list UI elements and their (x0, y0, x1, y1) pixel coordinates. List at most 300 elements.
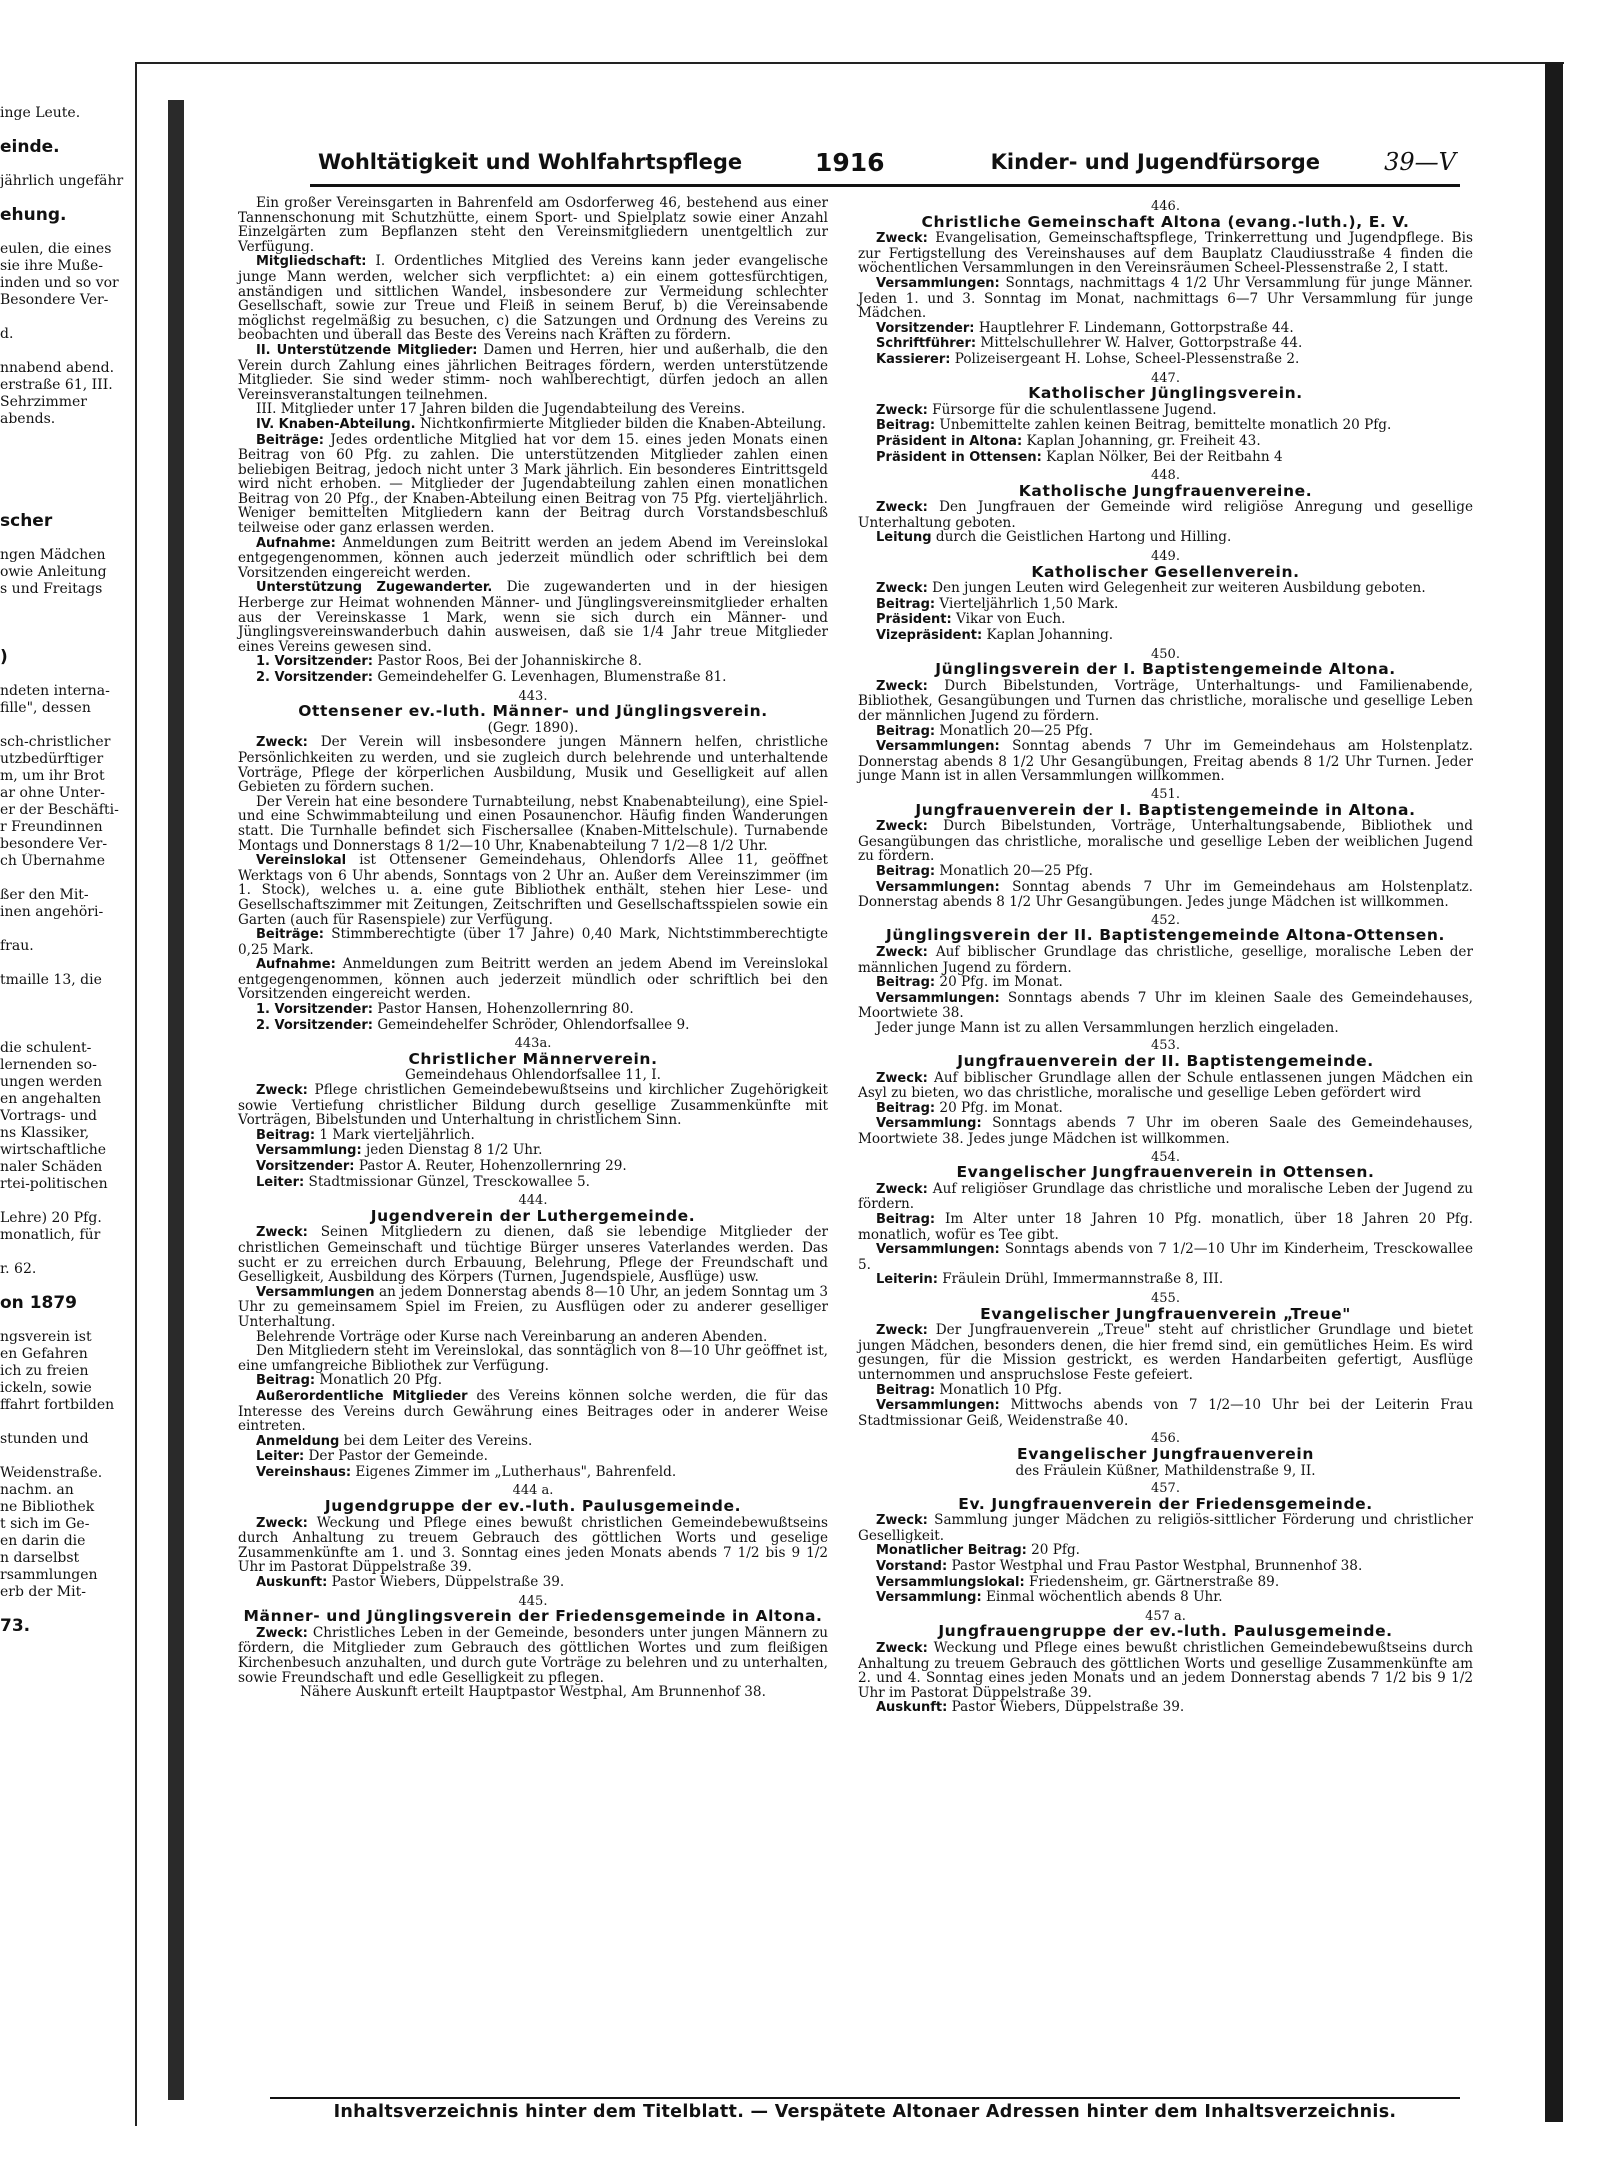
sliver-line: einde. (0, 139, 60, 156)
sliver-line: Besondere Ver- (0, 292, 109, 308)
entry-number: 455. (1151, 1290, 1180, 1306)
sliver-line: owie Anleitung (0, 564, 107, 580)
sliver-line: stunden und (0, 1431, 89, 1447)
field-label: Beitrag: (256, 1127, 316, 1143)
entry-paragraph (238, 1449, 828, 1465)
header-subsection-title: Kinder- und Jugendfürsorge (990, 150, 1320, 174)
field-label: Beiträge: (256, 927, 324, 943)
sliver-line: rtei-politischen (0, 1176, 108, 1192)
sliver-line: Weidenstraße. (0, 1465, 103, 1481)
paragraph-text: Mittwochs abends von 7 1/2—10 Uhr bei der Leiterin Frau Stadtmissionar Geiß, Weidenstraße 40. (858, 1397, 1474, 1429)
entry-paragraph (238, 580, 828, 654)
sliver-line (0, 870, 150, 887)
paragraph-text: Der Pastor der Gemeinde. (308, 1448, 488, 1465)
paragraph-text: Weckung und Pflege eines bewußt christlichen Gemeindebewußtseins durch Anhaltung zu treuem Gebrauch des göttlichen Worts und geselige Zusammenkünfte am 1. und 3. Sonntag eines jeden Monats abends 7 1/2 bis 9 1/2 Uhr im Pastorat Düppelstraße 39. (238, 1514, 828, 1576)
entry-number: 443a. (514, 1036, 552, 1052)
paragraph-text: 20 Pfg. (1031, 1542, 1080, 1559)
field-label: Monatlicher Beitrag: (876, 1543, 1027, 1559)
entry-paragraph (858, 612, 1473, 628)
sliver-line: inge Leute. (0, 105, 81, 121)
field-label: Versammlung: (256, 1143, 362, 1159)
entry-number: 450. (1151, 646, 1180, 662)
paragraph-text: bei dem Leiter des Vereins. (343, 1432, 533, 1449)
field-label: Zweck: (256, 1083, 308, 1099)
entry-number: 446. (1151, 199, 1180, 214)
sliver-line: ich zu freien (0, 1363, 89, 1379)
field-label: Versammlungen: (876, 879, 1000, 895)
entry-paragraph (858, 500, 1473, 530)
paragraph-text: Eigenes Zimmer im „Lutherhaus", Bahrenfeld. (355, 1463, 677, 1480)
paragraph-text: Vikar von Euch. (956, 611, 1066, 628)
sliver-line (0, 190, 150, 207)
sliver-line: en Gefahren (0, 1346, 88, 1362)
field-label: Aufnahme: (256, 535, 336, 551)
field-label: Kassierer: (876, 351, 951, 367)
paragraph-text: Der Verein hat eine besondere Turnabteilung, nebst Knabenabteilung), eine Spiel- und eine Schwimmabteilung und einen Posaunenchor. Häufig finden Wanderungen statt. Die Turnhalle befindet sich Fischersallee (Knaben-Mittelschule). Turnabende Montags und Donnerstags 8 1/2—10 Uhr, Knabenabteilung 7 1/2—8 1/2 Uhr. (238, 793, 828, 854)
sliver-line (0, 989, 150, 1006)
sliver-line (0, 530, 150, 547)
entry-paragraph (858, 231, 1473, 276)
sliver-line: ßer den Mit- (0, 887, 89, 903)
field-label: Versammlungen: (876, 1398, 1000, 1414)
page-header (310, 148, 1460, 187)
field-label: Versammlungen: (876, 275, 1000, 291)
field-label: Mitgliedschaft: (256, 254, 367, 270)
sliver-line: tmaille 13, die (0, 972, 102, 988)
entry-paragraph (238, 402, 828, 417)
paragraph-text: durch die Geistlichen Hartong und Hilling. (935, 529, 1232, 546)
paragraph-text: Polizeisergeant H. Lohse, Scheel-Plessenstraße 2. (954, 350, 1300, 367)
sliver-line (0, 462, 150, 479)
sliver-line: en darin die (0, 1533, 86, 1549)
entry-paragraph (238, 1143, 828, 1159)
field-label: Zweck: (876, 678, 928, 694)
paragraph-text: 20 Pfg. im Monat. (939, 974, 1063, 991)
entry-title: Jugendgruppe der ev.-luth. Paulusgemeinde. (324, 1497, 742, 1516)
entry-paragraph (238, 1389, 828, 1434)
sliver-line: ndeten interna- (0, 683, 110, 699)
entry-paragraph (858, 1242, 1473, 1272)
field-label: Beitrag: (876, 418, 936, 434)
paragraph-text: 1 Mark vierteljährlich. (319, 1126, 475, 1143)
sliver-line (0, 428, 150, 445)
field-label: Außerordentliche Mitglieder (256, 1388, 468, 1404)
paragraph-text: I. Ordentliches Mitglied des Vereins kann jeder evangelische junge Mann werden, welcher sich verpflichtet: a) ein einem gottesfürchtigen, anständigen und sittlichen Wandel, insbesondere zur Vermeidung schlechter Gesellschaft, sowie zur Treue und Fleiß in seinem Beruf, b) die Vereinsabende möglichst regelmäßig zu besuchen, c) die Satzungen und Ordnung des Vereins zu beobachten und überall das Beste des Vereins nach Kräften zu fördern. (238, 253, 829, 344)
binding-gutter (168, 100, 184, 2100)
paragraph-text: Nichtkonfirmierte Mitglieder bilden die Knaben-Abteilung. (419, 415, 827, 432)
paragraph-text: Sonntags abends 7 Uhr im kleinen Saale des Gemeindehauses, Moortwiete 38. (858, 989, 1473, 1022)
entry-paragraph (858, 975, 1473, 991)
sliver-line: scher (0, 513, 53, 530)
right-column (858, 196, 1473, 1716)
field-label: 1. Vorsitzender: (256, 654, 373, 670)
entry-paragraph (858, 1398, 1473, 1428)
paragraph-text: Den Mitgliedern steht im Vereinslokal, das sonntäglich von 8—10 Uhr geöffnet ist, eine umfangreiche Bibliothek zur Verfügung. (238, 1343, 828, 1374)
sliver-line: wirtschaftliche (0, 1142, 107, 1158)
sliver-line: Vortrags- und (0, 1108, 97, 1124)
field-label: Zweck: (876, 944, 928, 960)
entry-title: Katholische Jungfrauenvereine. (1018, 481, 1313, 500)
page-footer: Inhaltsverzeichnis hinter dem Titelblatt. — Verspätete Altonaer Adressen hinter dem Inhaltsverzeichnis. (270, 2097, 1460, 2122)
entry-paragraph (238, 957, 828, 1002)
paragraph-text: Im Alter unter 18 Jahren 10 Pfg. monatlich, über 18 Jahren 20 Pfg. monatlich, wofür es Tee gibt. (858, 1211, 1473, 1243)
paragraph-text: Mittelschullehrer W. Halver, Gottorpstraße 44. (980, 335, 1303, 352)
sliver-line: naler Schäden (0, 1159, 103, 1175)
entry-paragraph (238, 1175, 828, 1191)
field-label: Anmeldung (256, 1433, 340, 1449)
entry-paragraph (858, 450, 1473, 466)
sliver-line (0, 1244, 150, 1261)
sliver-line: monatlich, für (0, 1227, 101, 1243)
entry-subtitle: Nähere Auskunft erteilt Hauptpastor Westphal, Am Brunnenhof 38. (300, 1684, 766, 1701)
paragraph-text: Anmeldungen zum Beitritt werden an jedem Abend im Vereinslokal entgegengenommen, können auch jederzeit mündlich oder schriftlich bei den Vorsitzenden eingereicht werden. (238, 956, 828, 1003)
paragraph-text: Monatlich 20 Pfg. (319, 1372, 443, 1389)
entry-subtitle: des Fräulein Küßner, Mathildenstraße 9, II. (1015, 1462, 1316, 1479)
entry-paragraph (238, 433, 828, 536)
sliver-line: m, um ihr Brot (0, 768, 105, 784)
sliver-line (0, 1414, 150, 1431)
entry-paragraph (858, 352, 1473, 368)
entry-title: Jungfrauenverein der I. Baptistengemeinde in Altona. (915, 800, 1416, 819)
entry-paragraph (238, 853, 828, 927)
field-label: Auskunft: (876, 1700, 948, 1716)
paragraph-text: Kaplan Johanning, gr. Freiheit 43. (1026, 432, 1261, 449)
paragraph-text: Durch Bibelstunden, Vorträge, Unterhaltungs- und Familienabende, Bibliothek, Gesangübungen und Turnen das christliche, moralische und gesellige Leben der männlichen Jugend zu fördern. (858, 677, 1473, 724)
sliver-line (0, 309, 150, 326)
paragraph-text: Auf religiöser Grundlage das christliche und moralische Leben der Jugend zu fördern. (858, 1180, 1474, 1213)
entry-paragraph (238, 735, 828, 794)
paragraph-text: Sonntags, nachmittags 4 1/2 Uhr Versammlung für junge Männer. Jeden 1. und 3. Sonntag im Monat, nachmittags 6—7 Uhr Versammlung für junge Mädchen. (858, 274, 1473, 322)
field-label: Zweck: (876, 402, 928, 418)
sliver-line: erstraße 61, III. (0, 377, 113, 393)
entry-title: Jünglingsverein der II. Baptistengemeinde Altona-Ottensen. (885, 926, 1446, 945)
paragraph-text: Pastor A. Reuter, Hohenzollernring 29. (358, 1158, 627, 1174)
field-label: IV. Knaben-Abteilung. (256, 416, 416, 432)
entry-paragraph (238, 927, 828, 957)
sliver-line: frau. (0, 938, 34, 954)
entry-paragraph (858, 1383, 1473, 1399)
sliver-line (0, 955, 150, 972)
entry-paragraph (238, 1626, 828, 1685)
field-label: Zweck: (256, 1515, 308, 1531)
sliver-line (0, 1278, 150, 1295)
field-label: 2. Vorsitzender: (256, 670, 373, 685)
sliver-line: fille", dessen (0, 700, 91, 716)
sliver-line: die schulent- (0, 1040, 92, 1056)
sliver-line: erb der Mit- (0, 1584, 86, 1600)
field-label: Präsident in Ottensen: (876, 449, 1042, 465)
sliver-line: ns Klassiker, (0, 1125, 90, 1141)
paragraph-text: jeden Dienstag 8 1/2 Uhr. (365, 1142, 543, 1159)
field-label: Beitrag: (876, 1212, 936, 1227)
field-label: Zweck: (876, 1641, 928, 1657)
entry-paragraph (238, 1285, 828, 1330)
paragraph-text: Sonntag abends 7 Uhr im Gemeindehaus am Holstenplatz. Donnerstag abends 8 1/2 Uhr Gesangübungen, Freitag abends 8 1/2 Uhr Turnen. Jeder junge Mann ist in allen Versammlungen willkommen. (858, 738, 1473, 785)
left-column (238, 196, 828, 1700)
entry-paragraph (238, 795, 828, 853)
field-label: Zweck: (256, 1625, 308, 1641)
entry-paragraph (238, 1373, 828, 1389)
entry-title: Evangelischer Jungfrauenverein (1017, 1444, 1314, 1463)
entry-paragraph (858, 276, 1473, 321)
entry-paragraph (858, 530, 1473, 546)
sliver-line (0, 479, 150, 496)
entry-paragraph (858, 1182, 1473, 1212)
entry-paragraph (858, 1272, 1473, 1288)
entry-number: 444. (518, 1193, 548, 1209)
entry-paragraph (858, 1700, 1473, 1716)
field-label: Vereinshaus: (256, 1464, 352, 1480)
entry-number: 449. (1151, 549, 1180, 565)
entry-paragraph (858, 1641, 1473, 1700)
sliver-line: ar ohne Unter- (0, 785, 105, 801)
sliver-line (0, 632, 150, 649)
sliver-line: ) (0, 649, 8, 666)
sliver-line (0, 1601, 150, 1618)
field-label: Versammlungen: (876, 990, 1000, 1006)
paragraph-text: Kaplan Johanning. (986, 627, 1114, 644)
entry-paragraph (238, 1344, 828, 1373)
paragraph-text: Kaplan Nölker, Bei der Reitbahn 4 (1046, 448, 1283, 465)
entry-paragraph (238, 254, 828, 343)
entry-title: Christlicher Männerverein. (408, 1049, 658, 1068)
field-label: 1. Vorsitzender: (256, 1002, 373, 1018)
entry-paragraph (858, 679, 1473, 724)
entry-subtitle: (Gegr. 1890). (487, 719, 579, 736)
entry-paragraph (238, 1159, 828, 1175)
entry-paragraph (238, 670, 828, 686)
field-label: Beitrag: (876, 863, 936, 879)
page-number: 39—V (1384, 148, 1456, 176)
sliver-line: eulen, die eines (0, 241, 112, 257)
paragraph-text: Gemeindehelfer Schröder, Ohlendorfsallee 9. (377, 1016, 690, 1033)
entry-paragraph (858, 1071, 1473, 1101)
sliver-line (0, 156, 150, 173)
entry-paragraph (238, 1018, 828, 1034)
paragraph-text: Durch Bibelstunden, Vorträge, Unterhaltungsabende, Bibliothek und Gesangübungen das christliche, moralische und gesellige Leben der weiblichen Jugend zu fördern. (858, 818, 1474, 865)
entry-title: Jungfrauengruppe der ev.-luth. Paulusgemeinde. (938, 1622, 1393, 1641)
paragraph-text: Der Jungfrauenverein „Treue" steht auf christlicher Grundlage und bietet jungen Mädchen, besonders denen, die hier fremd sind, ein gemütliches Heim. Es wird gesungen, für die Mission gestrickt, es werden Handarbeiten gefertigt, Ausflüge unternommen und anspruchslose Feste gefeiert. (858, 1322, 1473, 1383)
header-section-title: Wohltätigkeit und Wohlfahrtspflege (318, 150, 743, 174)
paragraph-text: Unbemittelte zahlen keinen Beitrag, bemittelte monatlich 20 Pfg. (939, 417, 1392, 434)
paragraph-text: Einmal wöchentlich abends 8 Uhr. (985, 1589, 1223, 1606)
entry-title: Katholischer Jünglingsverein. (1028, 384, 1303, 403)
sliver-line: n darselbst (0, 1550, 80, 1566)
sliver-line: nachm. an (0, 1482, 74, 1498)
entry-number: 445. (518, 1593, 548, 1609)
sliver-line: ungen werden (0, 1074, 102, 1090)
field-label: Präsident: (876, 612, 952, 628)
paragraph-text: Seinen Mitgliedern zu dienen, daß sie lebendige Mitglieder der christlichen Gemeinschaft und tüchtige Bürger unseres Vaterlandes werden. Das sucht er zu erreichen durch Erbauung, Belehrung, Pflege der Freundschaft und Geselligkeit, Ausbildung des Körpers (Turnen, Jugendspiele, Ausflüge) usw. (238, 1224, 828, 1286)
sliver-line: Sehrzimmer (0, 394, 87, 410)
sliver-line: sch-christlicher (0, 734, 111, 750)
entry-paragraph (858, 336, 1473, 352)
field-label: Zweck: (256, 1225, 308, 1241)
field-label: Zweck: (876, 231, 928, 247)
entry-paragraph (858, 434, 1473, 450)
entry-paragraph (238, 417, 828, 433)
sliver-line (0, 1023, 150, 1040)
field-label: Leiterin: (876, 1272, 938, 1288)
entry-paragraph (858, 1543, 1473, 1559)
entry-number: 457 a. (1145, 1608, 1186, 1624)
sliver-line: d. (0, 326, 14, 342)
field-label: Aufnahme: (256, 957, 336, 973)
sliver-line: ne Bibliothek (0, 1499, 95, 1515)
entry-paragraph (858, 1101, 1473, 1117)
field-label: Zweck: (876, 1513, 928, 1529)
entry-title: Ottensener ev.-luth. Männer- und Jünglingsverein. (298, 702, 768, 721)
field-label: Leiter: (256, 1449, 305, 1465)
paragraph-text: Auf biblischer Grundlage allen der Schule entlassenen jungen Mädchen ein Asyl zu bieten, wo das christliche, moralische und gesellige Leben gefördert wird (858, 1069, 1473, 1102)
entry-subtitle: Gemeindehaus Ohlendorfsallee 11, I. (405, 1067, 661, 1084)
paragraph-text: Pflege christlichen Gemeindebewußtseins und kirchlicher Zugehörigkeit sowie Vertiefung christlicher Bildung durch gesellige Zusammenkünfte mit Vorträgen, Bibelstunden und Unterhaltung in christlichem Sinn. (238, 1082, 828, 1129)
paragraph-text: Sammlung junger Mädchen zu religiös-sittlicher Förderung und christlicher Geselligkeit. (858, 1512, 1473, 1544)
entry-paragraph (858, 1513, 1473, 1543)
entry-number: 444 a. (512, 1483, 554, 1499)
sliver-line: ngsverein ist (0, 1329, 92, 1345)
paragraph-text: Jedes ordentliche Mitglied hat vor dem 15. eines jeden Monats einen Beitrag von 60 Pfg. zu zahlen. Die unterstützenden Mitglieder zahlen einen beliebigen Beitrag, jedoch nicht unter 3 Mark jährlich. Ein besonderes Eintrittsgeld wird nicht erhoben. — Mitglieder der Jugendabteilung zahlen einen monatlichen Beitrag von 20 Pfg., der Knaben-Abteilung einen Beitrag von 75 Pfg. vierteljährlich. Weniger bemittelten Mitgliedern kann der Beitrag durch Vorstandsbeschluß teilweise oder ganz erlassen werden. (238, 431, 828, 537)
paragraph-text: Pastor Wiebers, Düppelstraße 39. (951, 1699, 1185, 1716)
sliver-line: Lehre) 20 Pfg. (0, 1210, 102, 1226)
field-label: Präsident in Altona: (876, 433, 1023, 449)
entry-title: Ev. Jungfrauenverein der Friedensgemeinde. (958, 1494, 1373, 1513)
paragraph-text: ist Ottensener Gemeindehaus, Ohlendorfs Allee 11, geöffnet Werktags von 6 Uhr abends, Sonntags von 2 Uhr an. Außer dem Vereinszimmer (im 1. Stock), welches u. a. eine gute Bibliothek enthält, stehen hier Lese- und Gesellschaftszimmer mit Zeitungen, Zeitschriften und Gesellschaftsspielen sowie ein Garten (auch für Rasenspiele) zur Verfügung. (238, 852, 828, 928)
paragraph-text: Pastor Roos, Bei der Johanniskirche 8. (377, 653, 642, 670)
field-label: Versammlung: (876, 1116, 982, 1132)
field-label: Vorsitzender: (876, 320, 975, 336)
sliver-line: inden und so vor (0, 275, 119, 291)
field-label: Zweck: (876, 819, 928, 835)
entry-paragraph (238, 1330, 828, 1345)
field-label: Unterstützung Zugewanderter. (256, 580, 493, 596)
paragraph-text: Fräulein Drühl, Immermannstraße 8, III. (942, 1271, 1224, 1288)
entry-paragraph (858, 1575, 1473, 1591)
paragraph-text: Den jungen Leuten wird Gelegenheit zur weiteren Ausbildung geboten. (932, 580, 1426, 597)
header-year: 1916 (815, 148, 885, 177)
entry-paragraph (858, 739, 1473, 784)
field-label: Zweck: (876, 1181, 928, 1197)
field-label: Vorsitzender: (256, 1159, 355, 1174)
sliver-line: r Freundinnen (0, 819, 103, 835)
entry-paragraph (858, 1021, 1473, 1036)
field-label: Beitrag: (876, 1382, 936, 1398)
entry-paragraph (858, 321, 1473, 337)
scan-edge-shadow (1545, 62, 1563, 2122)
field-label: Zweck: (876, 1070, 928, 1086)
sliver-line (0, 224, 150, 241)
entry-paragraph (858, 1212, 1473, 1242)
paragraph-text: Hauptlehrer F. Lindemann, Gottorpstraße 44. (978, 319, 1294, 336)
entry-number: 451. (1151, 786, 1180, 802)
sliver-line: nnabend abend. (0, 360, 115, 376)
field-label: Leiter: (256, 1174, 305, 1190)
entry-paragraph (238, 654, 828, 670)
sliver-line: ngen Mädchen (0, 547, 106, 563)
field-label: Beitrag: (876, 723, 936, 739)
paragraph-text: Pastor Wiebers, Düppelstraße 39. (331, 1574, 565, 1591)
paragraph-text: Die zugewanderten und in der hiesigen Herberge zur Heimat wohnenden Männer- und Jünglingsvereinsmitglieder erhalten aus der Vereinskasse 1 Mark, wenn sie sich durch ein Männer- und Jünglingsvereinswanderbuch dahin ausweisen, daß sie 1/4 Jahr treue Mitglieder eines Vereins gewesen sind. (238, 579, 828, 655)
entry-title: Evangelischer Jungfrauenverein in Ottensen. (956, 1163, 1375, 1182)
sliver-line (0, 921, 150, 938)
entry-paragraph (238, 1128, 828, 1144)
paragraph-text: Sonntags abends 7 Uhr im oberen Saale des Gemeindehauses, Moortwiete 38. Jedes junge Mädchen ist willkommen. (858, 1115, 1473, 1148)
sliver-line: rsammlungen (0, 1567, 98, 1583)
field-label: Vizepräsident: (876, 628, 983, 644)
entry-number: 448. (1151, 468, 1180, 484)
field-label: II. Unterstützende Mitglieder: (256, 342, 478, 358)
paragraph-text: Friedensheim, gr. Gärtnerstraße 89. (1028, 1573, 1280, 1590)
paragraph-text: Vierteljährlich 1,50 Mark. (939, 595, 1119, 612)
paragraph-text: Sonntags abends von 7 1/2—10 Uhr im Kinderheim, Tresckowallee 5. (858, 1241, 1473, 1273)
field-label: Versammlungen (256, 1284, 375, 1300)
paragraph-text: an jedem Donnerstag abends 8—10 Uhr, an jedem Sonntag um 3 Uhr zu gemeinsamem Spiel im Freien, zu Ausflügen oder zu anderer geselliger Unterhaltung. (238, 1283, 828, 1330)
sliver-line: 73. (0, 1618, 31, 1635)
field-label: Versammlungen: (876, 1242, 1000, 1258)
sliver-line: s und Freitags (0, 581, 103, 597)
paragraph-text: Monatlich 20—25 Pfg. (939, 722, 1093, 739)
sliver-line: jährlich ungefähr (0, 173, 124, 189)
field-label: Beitrag: (876, 1100, 936, 1116)
entry-number: 453. (1151, 1038, 1180, 1054)
paragraph-text: III. Mitglieder unter 17 Jahren bilden die Jugendabteilung des Vereins. (256, 401, 746, 418)
field-label: Zweck: (876, 581, 928, 597)
entry-paragraph (858, 864, 1473, 880)
paragraph-text: Der Verein will insbesondere jungen Männern helfen, christliche Persönlichkeiten zu werden, und sie zugleich durch belehrende und unterhaltende Vorträge, Pflege der körperlichen Ausbildung, Musik und Geselligkeit auf allen Gebieten zu fördern suchen. (238, 734, 828, 796)
entry-title: Männer- und Jünglingsverein der Friedensgemeinde in Altona. (243, 1607, 823, 1626)
entry-paragraph (238, 1225, 828, 1284)
field-label: Beitrag: (876, 596, 936, 612)
field-label: Schriftführer: (876, 336, 977, 352)
entry-paragraph (238, 536, 828, 581)
field-label: Leitung (876, 530, 932, 546)
entry-title: Jünglingsverein der I. Baptistengemeinde Altona. (935, 660, 1396, 679)
entry-paragraph (238, 1083, 828, 1128)
entry-number: 456. (1151, 1431, 1180, 1447)
sliver-line: t sich im Ge- (0, 1516, 90, 1532)
entry-paragraph (858, 581, 1473, 597)
entry-title: Jugendverein der Luthergemeinde. (370, 1206, 696, 1225)
paragraph-text: Evangelisation, Gemeinschaftspflege, Trinkerrettung und Jugendpflege. Bis zur Fertigstellung des Vereinshauses auf dem Bauplatz Claudiusstraße 4 finden die wöchentlichen Versammlungen in den Vereinsräumen Scheel-Plessenstraße 2, I statt. (858, 230, 1473, 277)
sliver-line (0, 717, 150, 734)
sliver-line (0, 122, 150, 139)
sliver-line: on 1879 (0, 1295, 78, 1312)
field-label: Zweck: (876, 500, 928, 516)
paragraph-text: Sonntag abends 7 Uhr im Gemeindehaus am Holstenplatz. Donnerstag abends 8 1/2 Uhr Gesangübungen. Jedes junge Mädchen ist willkommen. (858, 878, 1473, 911)
sliver-line (0, 1006, 150, 1023)
paragraph-text: Fürsorge für die schulentlassene Jugend. (932, 401, 1217, 418)
paragraph-text: Auf biblischer Grundlage das christliche, gesellige, moralische Leben der männlichen Jugend zu fördern. (858, 943, 1473, 976)
entry-title: Christliche Gemeinschaft Altona (evang.-luth.), E. V. (921, 212, 1410, 231)
entry-title: Evangelischer Jungfrauenverein „Treue" (980, 1304, 1351, 1323)
paragraph-text: Stadtmissionar Günzel, Tresckowallee 5. (308, 1173, 590, 1190)
sliver-line: utzbedürftiger (0, 751, 104, 767)
field-label: Zweck: (876, 1323, 928, 1339)
sliver-line: inen angehöri- (0, 904, 104, 920)
field-label: Versammlungslokal: (876, 1574, 1025, 1590)
paragraph-text: Damen und Herren, hier und außerhalb, die den Verein durch Zahlung eines jährlichen Beitrages fördern, werden unterstützende Mitglieder. Sie sind weder stimm- noch wahlberechtigt, dürfen jedoch an allen Vereinsveranstaltungen teilnehmen. (238, 341, 828, 403)
entry-paragraph (238, 1434, 828, 1450)
sliver-line: er der Beschäfti- (0, 802, 119, 818)
sliver-line (0, 496, 150, 513)
sliver-line (0, 1448, 150, 1465)
field-label: Beiträge: (256, 432, 324, 448)
paragraph-text: Monatlich 20—25 Pfg. (939, 862, 1093, 879)
sliver-line: besondere Ver- (0, 836, 108, 852)
entry-paragraph (238, 1002, 828, 1018)
entry-paragraph (858, 597, 1473, 613)
field-label: Auskunft: (256, 1575, 328, 1591)
